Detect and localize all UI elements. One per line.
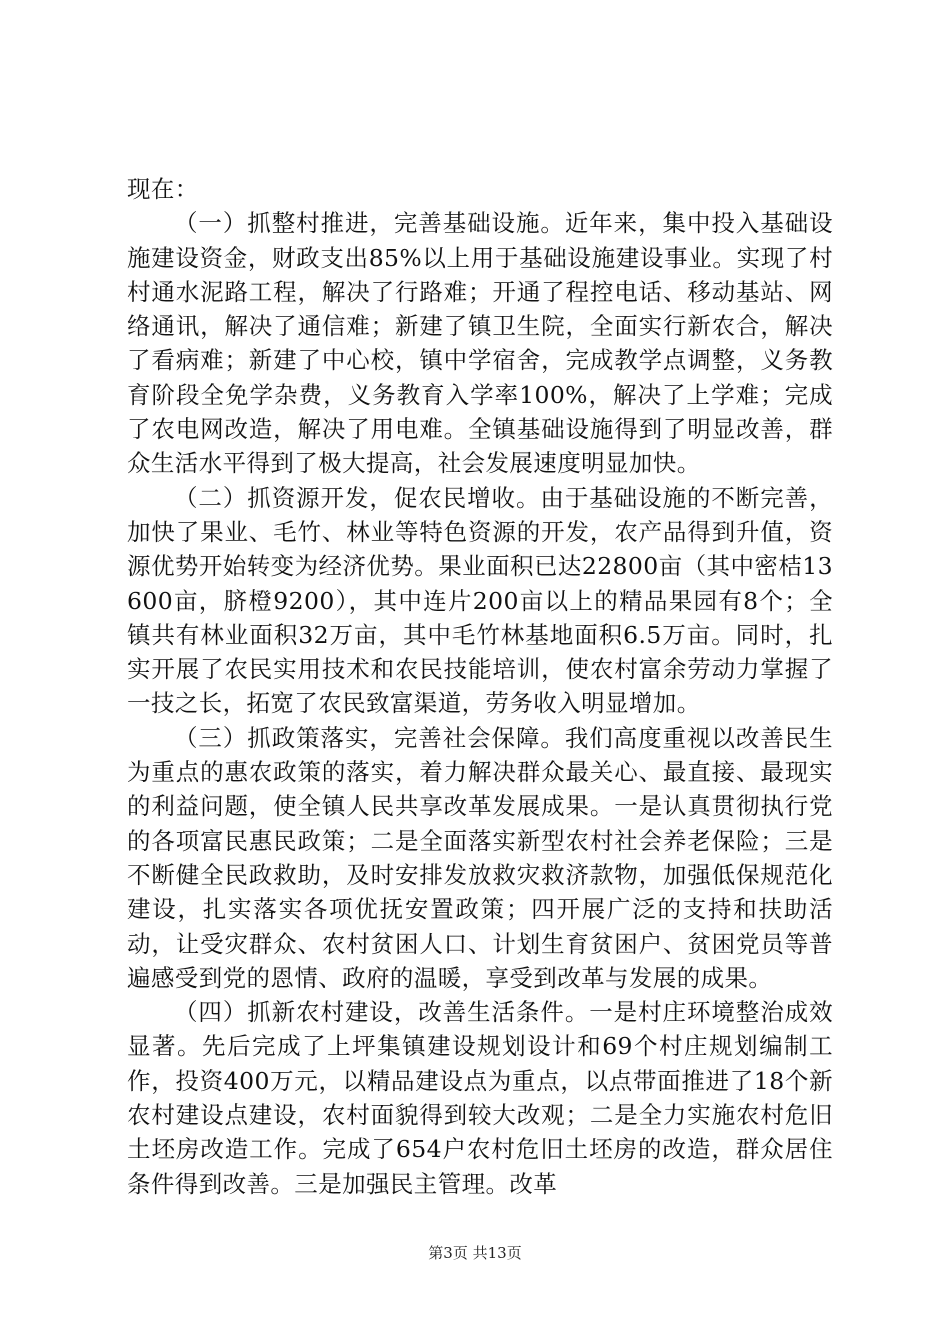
paragraph-resources: （二）抓资源开发，促农民增收。由于基础设施的不断完善，加快了果业、毛竹、林业等特色资源的开发，农产品得到升值，资源优势开始转变为经济优势。果业面积已达22800亩（其中密桔13600亩，脐橙9200），其中连片200亩以上的精品果园有8个；全镇共有林业面积32万亩，其中毛竹林基地面积6.5万亩。同时，扎实开展了农民实用技术和农民技能培训，使农村富余劳动力掌握了一技之长，拓宽了农民致富渠道，劳务收入明显增加。 [127, 483, 833, 718]
paragraph-new-countryside: （四）抓新农村建设，改善生活条件。一是村庄环境整治成效显著。先后完成了上坪集镇建设规划设计和69个村庄规划编制工作，投资400万元，以精品建设点为重点，以点带面推进了18个新农村建设点建设，农村面貌得到较大改观；二是全力实施农村危旧土坯房改造工作。完成了654户农村危旧土坯房的改造，群众居住条件得到改善。三是加强民主管理。改革 [127, 998, 833, 1198]
page-footer: 第3页 共13页 [428, 1244, 522, 1262]
document-body [127, 172, 833, 1201]
paragraph-intro: 现在： [127, 175, 199, 203]
paragraph-social-security: （三）抓政策落实，完善社会保障。我们高度重视以改善民生为重点的惠农政策的落实，着力解决群众最关心、最直接、最现实的利益问题，使全镇人民共享改革发展成果。一是认真贯彻执行党的各项富民惠民政策；二是全面落实新型农村社会养老保险；三是不断健全民政救助，及时安排发放救灾救济款物，加强低保规范化建设，扎实落实各项优抚安置政策；四开展广泛的支持和扶助活动，让受灾群众、农村贫困人口、计划生育贫困户、贫困党员等普遍感受到党的恩情、政府的温暖，享受到改革与发展的成果。 [127, 723, 833, 992]
paragraph-infrastructure: （一）抓整村推进，完善基础设施。近年来，集中投入基础设施建设资金，财政支出85%以上用于基础设施建设事业。实现了村村通水泥路工程，解决了行路难；开通了程控电话、移动基站、网络通讯，解决了通信难；新建了镇卫生院，全面实行新农合，解决了看病难；新建了中心校，镇中学宿舍，完成教学点调整，义务教育阶段全免学杂费，义务教育入学率100%，解决了上学难；完成了农电网改造，解决了用电难。全镇基础设施得到了明显改善，群众生活水平得到了极大提高，社会发展速度明显加快。 [127, 209, 833, 478]
